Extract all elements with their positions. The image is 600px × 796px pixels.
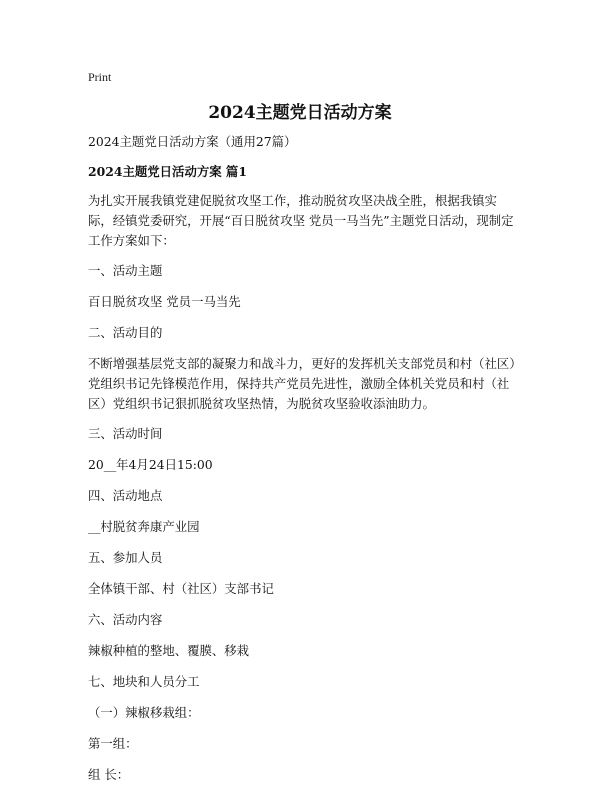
item1-heading: 一、活动主题	[88, 263, 163, 278]
document-subtitle: 2024主题党日活动方案（通用27篇）	[88, 134, 297, 149]
item6-text: 辣椒种植的整地、覆膜、移栽	[88, 643, 250, 658]
item7-heading: 七、地块和人员分工	[88, 674, 200, 689]
group-leader-label: 组 长：	[88, 767, 130, 782]
print-link[interactable]: Print	[88, 70, 112, 84]
item7-subheading: （一）辣椒移栽组：	[88, 705, 200, 720]
item5-text: 全体镇干部、村（社区）支部书记	[88, 581, 274, 596]
intro-paragraph: 为扎实开展我镇党建促脱贫攻坚工作，推动脱贫攻坚决战全胜，根据我镇实际，经镇党委研究，开展“百日脱贫攻坚 党员一马当先”主题党日活动，现制定工作方案如下：	[88, 193, 514, 248]
item4-heading: 四、活动地点	[88, 488, 163, 503]
item2-heading: 二、活动目的	[88, 325, 163, 340]
item3-text: 20__年4月24日15:00	[88, 457, 213, 472]
group1-label: 第一组：	[88, 736, 138, 751]
page-title: 2024主题党日活动方案	[208, 103, 392, 123]
document-body	[88, 132, 520, 796]
item4-text: __村脱贫奔康产业园	[88, 519, 200, 534]
item1-text: 百日脱贫攻坚 党员一马当先	[88, 294, 241, 309]
item6-heading: 六、活动内容	[88, 612, 163, 627]
item5-heading: 五、参加人员	[88, 550, 163, 565]
item2-text: 不断增强基层党支部的凝聚力和战斗力，更好的发挥机关支部党员和村（社区）党组织书记先锋模范作用，保持共产党员先进性，激励全体机关党员和村（社区）党组织书记狠抓脱贫攻坚热情，为脱贫攻坚验收添油助力。	[88, 356, 516, 411]
section-heading: 2024主题党日活动方案 篇1	[88, 164, 247, 179]
item3-heading: 三、活动时间	[88, 426, 163, 441]
